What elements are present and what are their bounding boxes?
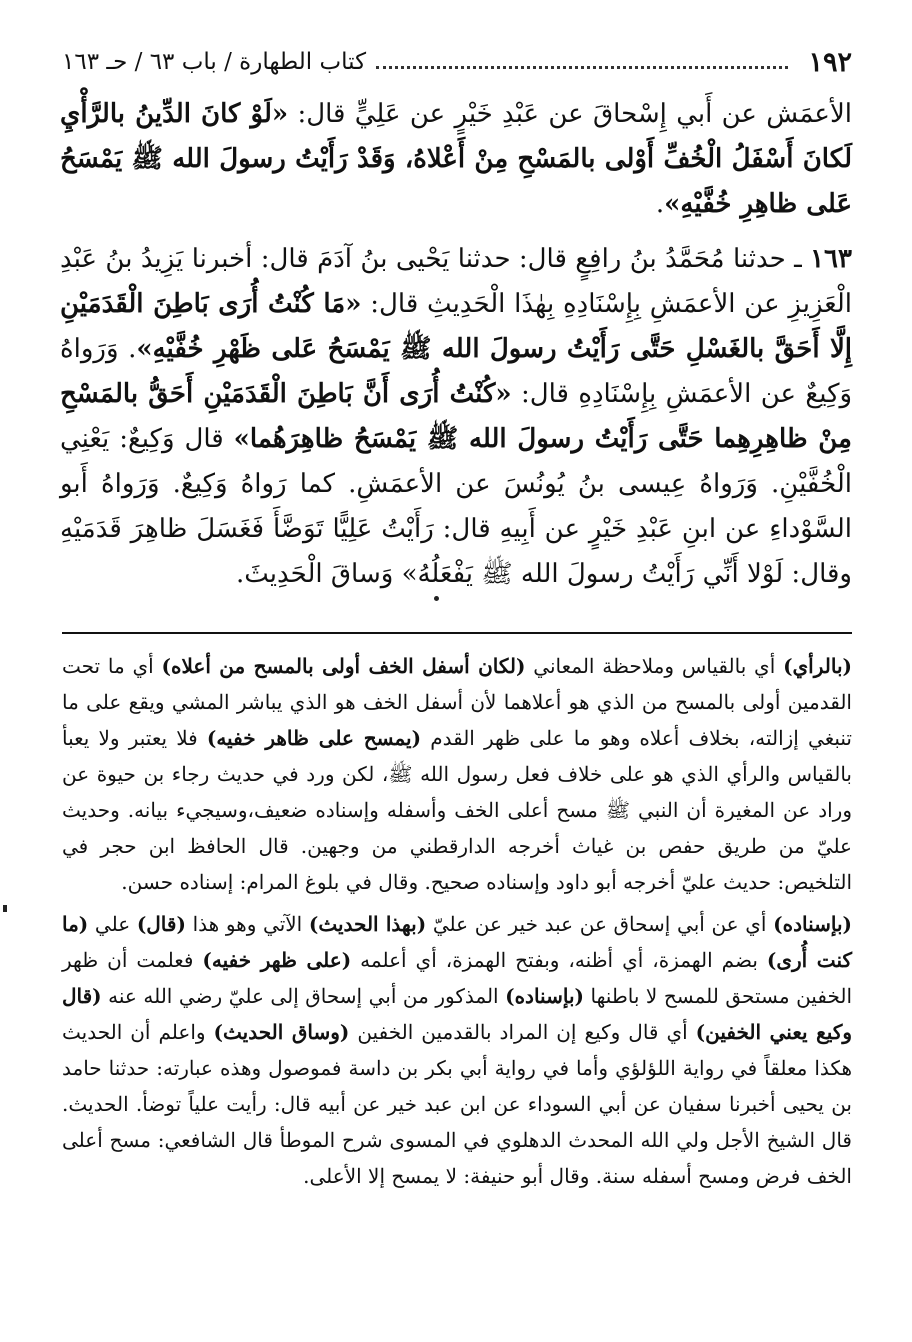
commentary-lemma: (بإسناده) [505, 984, 584, 1008]
commentary-text: واعلم أن الحديث هكذا معلقاً في رواية اللؤلؤي وأما في رواية أبي بكر بن داسة فموصول وهذه عبارته: حدثنا حامد بن يحيى أخبرنا سفيان عن أبي السوداء عن ابن عبد خير عن أبيه قال: رأيت علياً توضأ. الحديث. قال الشيخ الأجل ولي الله المحدث الدهلوي في المسوى شرح الموطأ قال الشافعي: مسح أعلى الخف فرض ومسح أسفله سنة. وقال أبو حنيفة: لا يمسح إلا الأعلى. [62, 1020, 852, 1188]
commentary-lemma: (يمسح على ظاهر خفيه) [206, 726, 422, 750]
commentary-lemma: (ما كنت أُرى) [62, 912, 852, 972]
commentary-lemma: (قال) [136, 912, 186, 936]
narration-text: الأعمَش عن أَبي إِسْحاقَ عن عَبْدِ خَيْرٍ عن عَلِيٍّ قال: [288, 99, 852, 129]
hadith-quote: «مَا كُنْتُ أُرَى بَاطِنَ الْقَدَمَيْنِ إِلَّا أَحَقَّ بالغَسْلِ حَتَّى رَأَيْتُ رسولَ الله ﷺ يَمْسَحُ عَلى ظَهْرِ خُفَّيْهِ» [60, 289, 853, 364]
commentary-text: علي [88, 912, 137, 936]
commentary-text: الآتي وهو هذا [185, 912, 309, 936]
isnad-text: ـ حدثنا مُحَمَّدُ بنُ رافِعٍ قال: حدثنا يَحْيى بنُ آدَمَ قال: أخبرنا يَزِيدُ بنُ عَبْدِ الْعَزِيزِ عن الأعمَشِ بِإِسْنَادِهِ بِهٰذَا الْحَدِيثِ قال: [60, 244, 852, 319]
commentary-lemma: (بإسناده) [773, 912, 852, 936]
commentary-lemma: (لكان أسفل الخف أولى بالمسح من أعلاه) [161, 654, 526, 678]
commentary-text: أي بالقياس وملاحظة المعاني [525, 654, 784, 678]
paragraph-end: . [655, 189, 665, 219]
main-paragraph [60, 92, 852, 227]
commentary-text: بضم الهمزة، أي أظنه، وبفتح الهمزة، أي أعلمه [351, 948, 767, 972]
commentary [62, 648, 852, 1200]
commentary-lemma: (على ظهر خفيه) [202, 948, 352, 972]
commentary-text: أي قال وكيع إن المراد بالقدمين الخفين [349, 1020, 696, 1044]
header-dot-leader [376, 66, 788, 69]
main-paragraph [60, 237, 852, 597]
narration-text: . وَرَواهُ وَكِيعٌ عن الأعمَشِ بِإِسْنَادِهِ قال: [60, 334, 853, 409]
commentary-lemma: (وساق الحديث) [213, 1020, 350, 1044]
footnote-separator [62, 632, 852, 634]
commentary-lemma: (بهذا الحديث) [308, 912, 427, 936]
running-title: كتاب الطهارة / باب ٦٣ / حـ ١٦٣ [62, 49, 367, 75]
hadith-quote: «كُنْتُ أُرَى أَنَّ بَاطِنَ الْقَدَمَيْنِ أَحَقُّ بالمَسْحِ مِنْ ظاهِرِهِما حَتَّى رَأَيْتُ رسولَ الله ﷺ يَمْسَحُ ظاهِرَهُما» [60, 379, 852, 454]
commentary-lemma: (قال وكيع يعني الخفين) [62, 984, 853, 1044]
narration-text: قال وَكِيعٌ: يَعْنِي الْخُفَّيْنِ. وَرَواهُ عِيسى بنُ يُونُسَ عن الأعمَشِ. كما رَواهُ وَكِيعٌ. وَرَواهُ أَبو السَّوْداءِ عن ابنِ عَبْدِ خَيْرٍ عن أَبِيهِ قال: رَأَيْتُ عَلِيًّا تَوَضَّأَ فَغَسَلَ ظاهِرَ قَدَمَيْهِ وقال: لَوْلا أَنِّي رَأَيْتُ رسولَ الله ﷺ يَفْعَلُهُ» وَساقَ الْحَدِيثَ. [60, 424, 852, 589]
print-speck [434, 596, 439, 601]
commentary-text: فلا يعتبر ولا يعبأ بالقياس والرأي الذي هو على خلاف فعل رسول الله ﷺ، لكن ورد في حديث رجاء بن حيوة عن وراد عن المغيرة أن النبي ﷺ مسح أعلى الخف وأسفله وإسناده ضعيف،وسيجيء بيانه. وحديث عليّ من طريق حفص بن غياث أخرجه الدارقطني من وجهين. قال الحافظ ابن حجر في التلخيص: حديث عليّ أخرجه أبو داود وإسناده صحيح. وقال في بلوغ المرام: إسناده حسن. [62, 726, 852, 894]
commentary-text: أي عن أبي إسحاق عن عبد خير عن عليّ [426, 912, 774, 936]
hadith-number: ١٦٣ [810, 244, 852, 274]
commentary-text: أي ما تحت القدمين أولى بالمسح من الذي هو أعلاهما لأن أسفل الخف هو الذي يباشر المشي ويقع على ما تنبغي إزالته، بخلاف أعلاه وهو ما على ظهر القدم [62, 654, 852, 750]
margin-mark [3, 905, 7, 912]
commentary-text: المذكور من أبي إسحاق إلى عليّ رضي الله عنه [101, 984, 506, 1008]
commentary-paragraph [62, 648, 852, 900]
commentary-paragraph [62, 906, 852, 1194]
running-header [62, 40, 852, 84]
commentary-lemma: (بالرأي) [783, 654, 852, 678]
main-text [60, 92, 852, 607]
hadith-quote: «لَوْ كانَ الدِّينُ بالرَّأْيِ لَكانَ أَسْفَلُ الْخُفِّ أَوْلى بالمَسْحِ مِنْ أَعْلاهُ، وَقَدْ رَأَيْتُ رسولَ الله ﷺ يَمْسَحُ عَلى ظاهِرِ خُفَّيْهِ» [60, 99, 852, 219]
commentary-text: فعلمت أن ظهر الخفين مستحق للمسح لا باطنها [62, 948, 853, 1008]
page-number: ١٩٢ [808, 46, 852, 78]
